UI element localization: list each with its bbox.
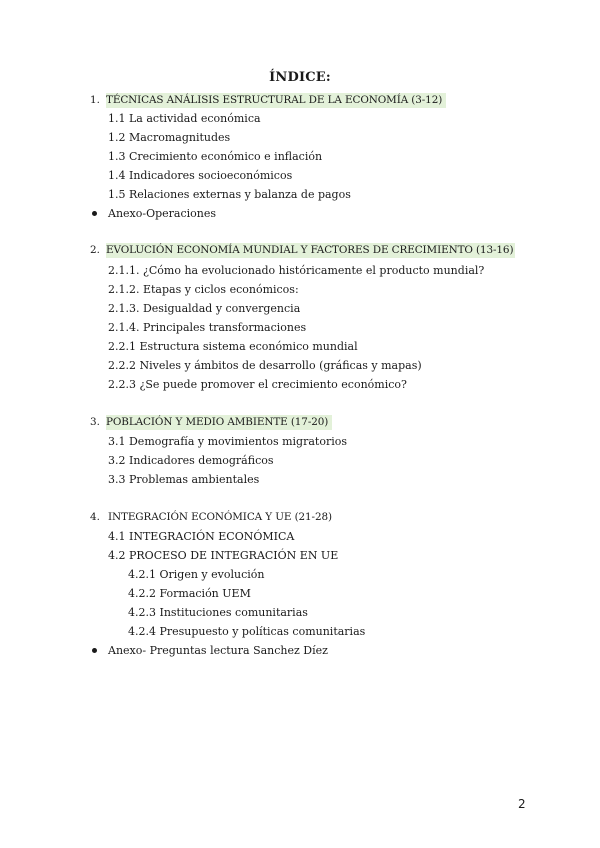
- section-4-number: 4.: [90, 511, 100, 523]
- section-2-item: 2.2.2 Niveles y ámbitos de desarrollo (gráficas y mapas): [108, 359, 422, 372]
- section-3-item: 3.2 Indicadores demográficos: [108, 454, 274, 467]
- section-4-heading: INTEGRACIÓN ECONÓMICA Y UE (21-28): [108, 511, 332, 523]
- section-4-subitem: 4.2.1 Origen y evolución: [128, 568, 265, 581]
- section-1-number: 1.: [90, 94, 100, 106]
- section-2-item: 2.1.4. Principales transformaciones: [108, 321, 307, 334]
- section-1-item: 1.1 La actividad económica: [108, 112, 261, 125]
- section-2-item: 2.1.3. Desigualdad y convergencia: [108, 302, 301, 315]
- page-number: 2: [518, 797, 526, 811]
- section-1-item: 1.5 Relaciones externas y balanza de pagos: [108, 188, 351, 201]
- section-2-heading: EVOLUCIÓN ECONOMÍA MUNDIAL Y FACTORES DE CRECIMIENTO (13-16): [106, 244, 514, 256]
- section-4-item: 4.2 PROCESO DE INTEGRACIÓN EN UE: [108, 549, 339, 562]
- section-3-heading: POBLACIÓN Y MEDIO AMBIENTE (17-20): [106, 415, 332, 430]
- section-2-item: 2.2.1 Estructura sistema económico mundial: [108, 340, 358, 353]
- section-4-annex: Anexo- Preguntas lectura Sanchez Díez: [108, 644, 328, 657]
- section-3-number: 3.: [90, 416, 100, 428]
- section-1-item: 1.3 Crecimiento económico e inflación: [108, 150, 323, 163]
- section-4-subitem: 4.2.2 Formación UEM: [128, 587, 251, 600]
- section-2-number: 2.: [90, 244, 100, 256]
- index-title: ÍNDICE:: [269, 70, 331, 85]
- section-1-item: 1.2 Macromagnitudes: [108, 131, 231, 144]
- section-4-subitem: 4.2.3 Instituciones comunitarias: [128, 606, 308, 619]
- section-4-item: 4.1 INTEGRACIÓN ECONÓMICA: [108, 530, 295, 543]
- section-1-item: 1.4 Indicadores socioeconómicos: [108, 169, 293, 182]
- section-4-subitem: 4.2.4 Presupuesto y políticas comunitarias: [128, 625, 366, 638]
- section-3-item: 3.1 Demografía y movimientos migratorios: [108, 435, 347, 448]
- section-2-item: 2.1.1. ¿Cómo ha evolucionado históricamente el producto mundial?: [108, 264, 485, 277]
- section-2-item: 2.1.2. Etapas y ciclos económicos:: [108, 283, 299, 296]
- section-3-item: 3.3 Problemas ambientales: [108, 473, 260, 486]
- section-2-item: 2.2.3 ¿Se puede promover el crecimiento económico?: [108, 378, 407, 391]
- section-1-heading: TÉCNICAS ANÁLISIS ESTRUCTURAL DE LA ECONOMÍA (3-12): [106, 93, 446, 108]
- bullet-icon: [92, 648, 97, 653]
- bullet-icon: [92, 211, 97, 216]
- section-1-annex: Anexo-Operaciones: [108, 207, 217, 220]
